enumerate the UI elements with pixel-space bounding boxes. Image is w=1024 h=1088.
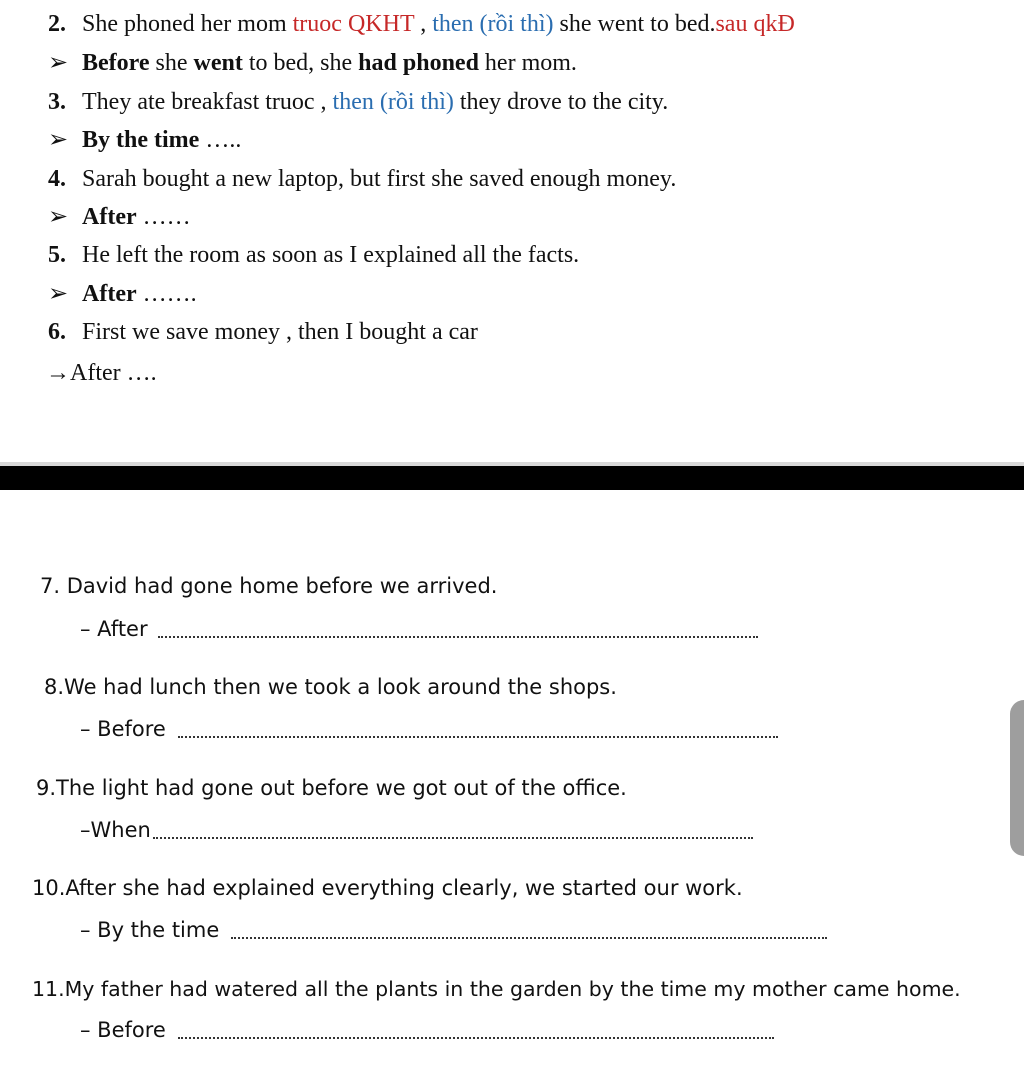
answer-line-7 (80, 619, 758, 640)
fill-in-blank[interactable] (178, 736, 778, 738)
answer-2: ➢ Before she went to bed, she had phoned her mom. (48, 50, 577, 76)
answer-line-8 (80, 719, 778, 740)
question-8: 8.We had lunch then we took a look around the shops. (44, 675, 617, 699)
note-blue: then (rồi thì) (332, 89, 454, 115)
arrowhead-bullet-icon: ➢ (48, 50, 69, 76)
question-10: 10.After she had explained everything clearly, we started our work. (32, 876, 743, 900)
answer-line-11 (80, 1020, 774, 1041)
question-number: 5. (48, 242, 66, 268)
answer-5: ➢ After ……. (48, 281, 197, 307)
exercise-part-1 (0, 0, 1024, 462)
arrowhead-bullet-icon: ➢ (48, 281, 69, 307)
answer-prompt: –When (80, 818, 151, 842)
exercise-part-2 (0, 490, 1024, 1088)
question-9: 9.The light had gone out before we got out of the office. (36, 776, 627, 800)
note-red: sau qkĐ (715, 11, 795, 37)
answer-prompt: – Before (80, 717, 166, 741)
question-3: 3. They ate breakfast truoc , then (rồi thì) they drove to the city. (48, 89, 669, 115)
question-4: 4. Sarah bought a new laptop, but first she saved enough money. (48, 166, 677, 192)
fill-in-blank[interactable] (158, 636, 758, 638)
arrowhead-bullet-icon: ➢ (48, 127, 69, 153)
question-7: 7. David had gone home before we arrived. (40, 574, 498, 598)
answer-6: →After …. (46, 360, 157, 386)
question-number: 3. (48, 89, 66, 115)
note-red: truoc QKHT (292, 11, 415, 37)
question-number: 2. (48, 11, 66, 37)
question-number: 4. (48, 166, 66, 192)
scrollbar-handle[interactable] (1010, 700, 1024, 856)
question-number: 6. (48, 319, 66, 345)
note-blue: then (rồi thì) (432, 11, 554, 37)
fill-in-blank[interactable] (153, 837, 753, 839)
question-11: 11.My father had watered all the plants in the garden by the time my mother came home. (32, 977, 961, 1001)
answer-prompt: – Before (80, 1018, 166, 1042)
page-divider (0, 466, 1024, 490)
answer-prompt: – By the time (80, 918, 220, 942)
note-plain: truoc (265, 89, 315, 115)
answer-line-10 (80, 920, 827, 941)
question-2: 2. She phoned her mom truoc QKHT , then (rồi thì) she went to bed.sau qkĐ (48, 11, 795, 37)
question-5: 5. He left the room as soon as I explained all the facts. (48, 242, 580, 268)
answer-4: ➢ After …… (48, 204, 191, 230)
answer-prompt: – After (80, 617, 148, 641)
fill-in-blank[interactable] (231, 937, 827, 939)
answer-3: ➢ By the time ….. (48, 127, 242, 153)
question-6: 6. First we save money , then I bought a car (48, 319, 478, 345)
fill-in-blank[interactable] (178, 1037, 774, 1039)
answer-line-9 (80, 820, 753, 841)
arrowhead-bullet-icon: ➢ (48, 204, 69, 230)
